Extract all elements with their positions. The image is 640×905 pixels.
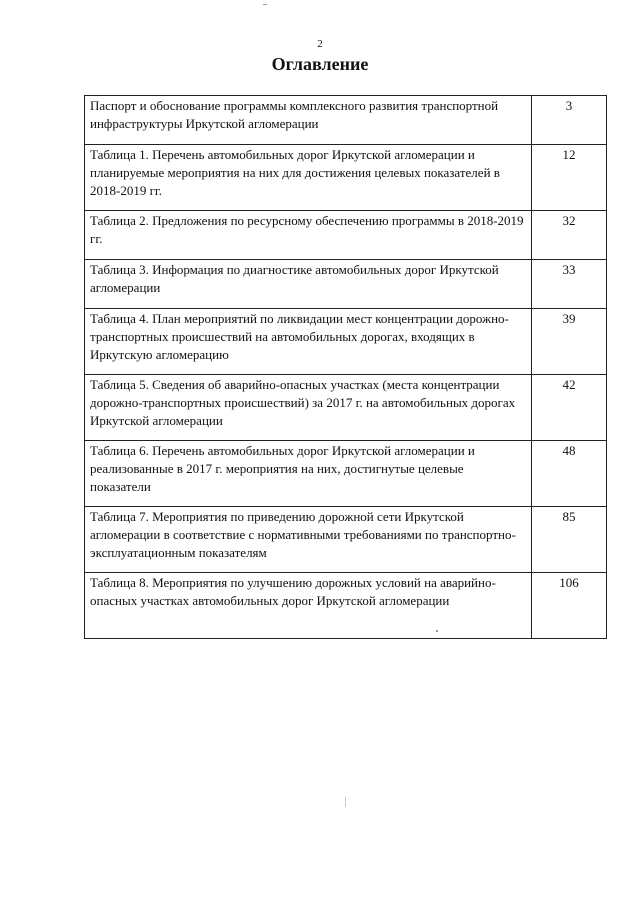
scan-artifact-top — [263, 4, 267, 5]
toc-entry-page: 85 — [532, 507, 607, 573]
toc-entry-page: 12 — [532, 145, 607, 211]
toc-entry-page: 3 — [532, 96, 607, 145]
toc-row — [85, 211, 607, 260]
toc-row — [85, 441, 607, 507]
toc-entry-title: Паспорт и обоснование программы комплексного развития транспортной инфраструктуры Иркутской агломерации — [85, 96, 532, 145]
toc-entry-page: 33 — [532, 260, 607, 309]
toc-row — [85, 145, 607, 211]
page-title: Оглавление — [271, 54, 369, 74]
toc-entry-title: Таблица 7. Мероприятия по приведению дорожной сети Иркутской агломерации в соответствие с нормативными требованиями по транспортно-эксплуатационным показателям — [85, 507, 532, 573]
toc-entry-page: 42 — [532, 375, 607, 441]
toc-row — [85, 507, 607, 573]
toc-row — [85, 375, 607, 441]
toc-row — [85, 96, 607, 145]
toc-entry-page: 32 — [532, 211, 607, 260]
toc-row — [85, 573, 607, 639]
scan-artifact-bottom — [345, 797, 346, 807]
toc-entry-title: Таблица 5. Сведения об аварийно-опасных участках (места концентрации дорожно-транспортных происшествий) за 2017 г. на автомобильных дорогах Иркутской агломерации — [85, 375, 532, 441]
toc-entry-page: 48 — [532, 441, 607, 507]
toc-row — [85, 309, 607, 375]
toc-entry-title: Таблица 6. Перечень автомобильных дорог Иркутской агломерации и реализованные в 2017 г. мероприятия на них, достигнутые целевые показатели — [85, 441, 532, 507]
toc-entry-title: Таблица 4. План мероприятий по ликвидации мест концентрации дорожно-транспортных происшествий на автомобильных дорогах, входящих в Иркутскую агломерацию — [85, 309, 532, 375]
page-number: 2 — [317, 38, 323, 50]
scan-artifact-dot — [436, 630, 438, 632]
toc-entry-page: 39 — [532, 309, 607, 375]
toc-entry-title: Таблица 3. Информация по диагностике автомобильных дорог Иркутской агломерации — [85, 260, 532, 309]
toc-entry-title: Таблица 2. Предложения по ресурсному обеспечению программы в 2018-2019 гг. — [85, 211, 532, 260]
toc-entry-title: Таблица 1. Перечень автомобильных дорог Иркутской агломерации и планируемые мероприятия на них для достижения целевых показателей в 2018-2019 гг. — [85, 145, 532, 211]
toc-entry-page: 106 — [532, 573, 607, 639]
toc-row — [85, 260, 607, 309]
table-of-contents — [84, 95, 607, 639]
toc-entry-title: Таблица 8. Мероприятия по улучшению дорожных условий на аварийно-опасных участках автомобильных дорог Иркутской агломерации — [85, 573, 532, 639]
